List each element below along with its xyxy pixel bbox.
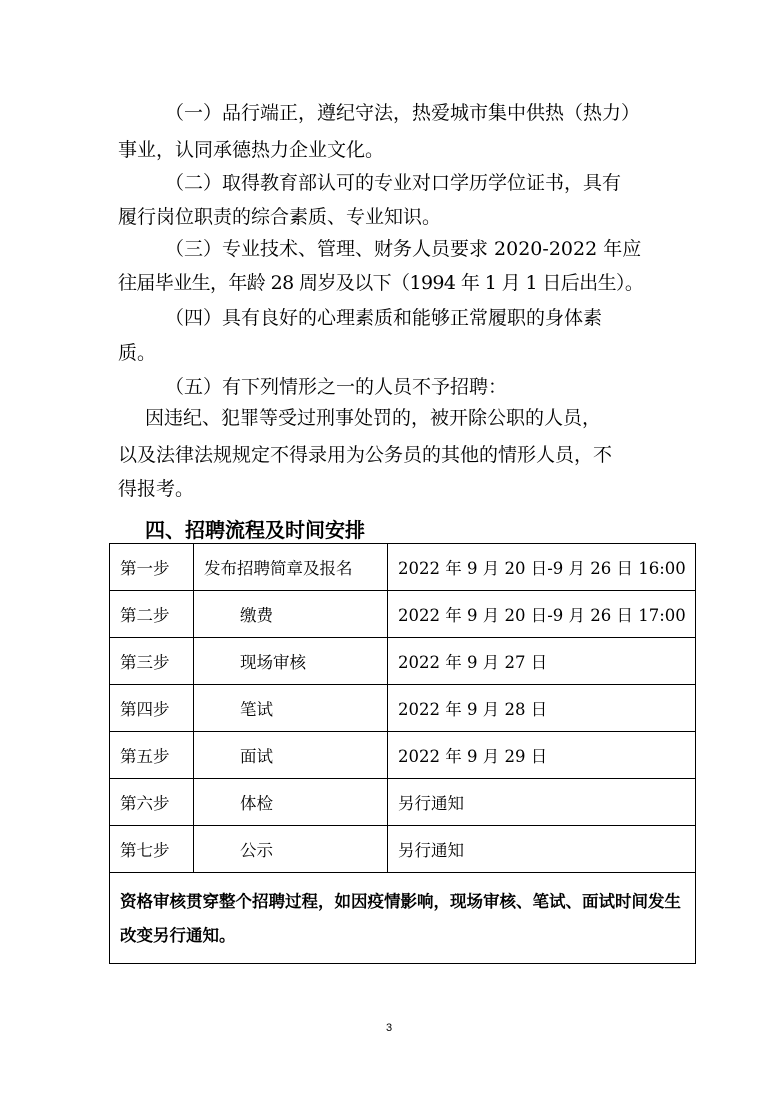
step-cell: 第四步 [110, 685, 194, 732]
step-name-cell: 公示 [194, 826, 388, 873]
requirement-4-line-1: （四）具有良好的心理素质和能够正常履职的身体素 [165, 307, 603, 329]
table-row [110, 826, 696, 873]
step-time-cell: 2022 年 9 月 27 日 [388, 638, 696, 685]
requirement-5-line-2: 因违纪、犯罪等受过刑事处罚的，被开除公职的人员， [145, 407, 602, 429]
step-cell: 第五步 [110, 732, 194, 779]
step-name-cell: 体检 [194, 779, 388, 826]
requirement-2-line-2: 履行岗位职责的综合素质、专业知识。 [118, 206, 442, 228]
step-name-cell: 面试 [194, 732, 388, 779]
requirement-4-line-2: 质。 [118, 342, 157, 364]
requirement-2-line-1: （二）取得教育部认可的专业对口学历学位证书，具有 [165, 172, 622, 194]
requirement-3-line-2: 往届毕业生，年龄 28 周岁及以下（1994 年 1 月 1 日后出生）。 [118, 272, 644, 294]
table-row [110, 685, 696, 732]
requirement-5-line-3: 以及法律法规规定不得录用为公务员的其他的情形人员，不 [118, 444, 613, 466]
page-number: 3 [386, 1022, 393, 1034]
section-heading: 四、招聘流程及时间安排 [145, 518, 365, 542]
requirement-1-line-2: 事业，认同承德热力企业文化。 [118, 139, 385, 161]
step-cell: 第六步 [110, 779, 194, 826]
step-time-cell: 2022 年 9 月 20 日-9 月 26 日 17:00 [388, 591, 696, 638]
table-row [110, 591, 696, 638]
step-time-cell: 另行通知 [388, 779, 696, 826]
step-time-cell: 2022 年 9 月 20 日-9 月 26 日 16:00 [388, 544, 696, 591]
table-row [110, 779, 696, 826]
step-name-cell: 现场审核 [194, 638, 388, 685]
step-time-cell: 2022 年 9 月 28 日 [388, 685, 696, 732]
table-row [110, 638, 696, 685]
table-row [110, 732, 696, 779]
step-cell: 第七步 [110, 826, 194, 873]
step-cell: 第一步 [110, 544, 194, 591]
step-name-cell: 笔试 [194, 685, 388, 732]
requirement-5-line-4: 得报考。 [118, 478, 195, 500]
step-cell: 第三步 [110, 638, 194, 685]
schedule-note: 资格审核贯穿整个招聘过程，如因疫情影响，现场审核、笔试、面试时间发生改变另行通知。 [110, 873, 696, 964]
step-time-cell: 另行通知 [388, 826, 696, 873]
step-name-cell: 缴费 [194, 591, 388, 638]
step-cell: 第二步 [110, 591, 194, 638]
step-name-cell: 发布招聘简章及报名 [194, 544, 388, 591]
step-time-cell: 2022 年 9 月 29 日 [388, 732, 696, 779]
requirement-3-line-1: （三）专业技术、管理、财务人员要求 2020-2022 年应 [165, 238, 642, 260]
requirement-1-line-1: （一）品行端正，遵纪守法，热爱城市集中供热（热力） [165, 102, 641, 124]
schedule-table [109, 543, 696, 964]
requirement-5-line-1: （五）有下列情形之一的人员不予招聘： [165, 376, 508, 398]
note-row [110, 873, 696, 964]
table-row [110, 544, 696, 591]
